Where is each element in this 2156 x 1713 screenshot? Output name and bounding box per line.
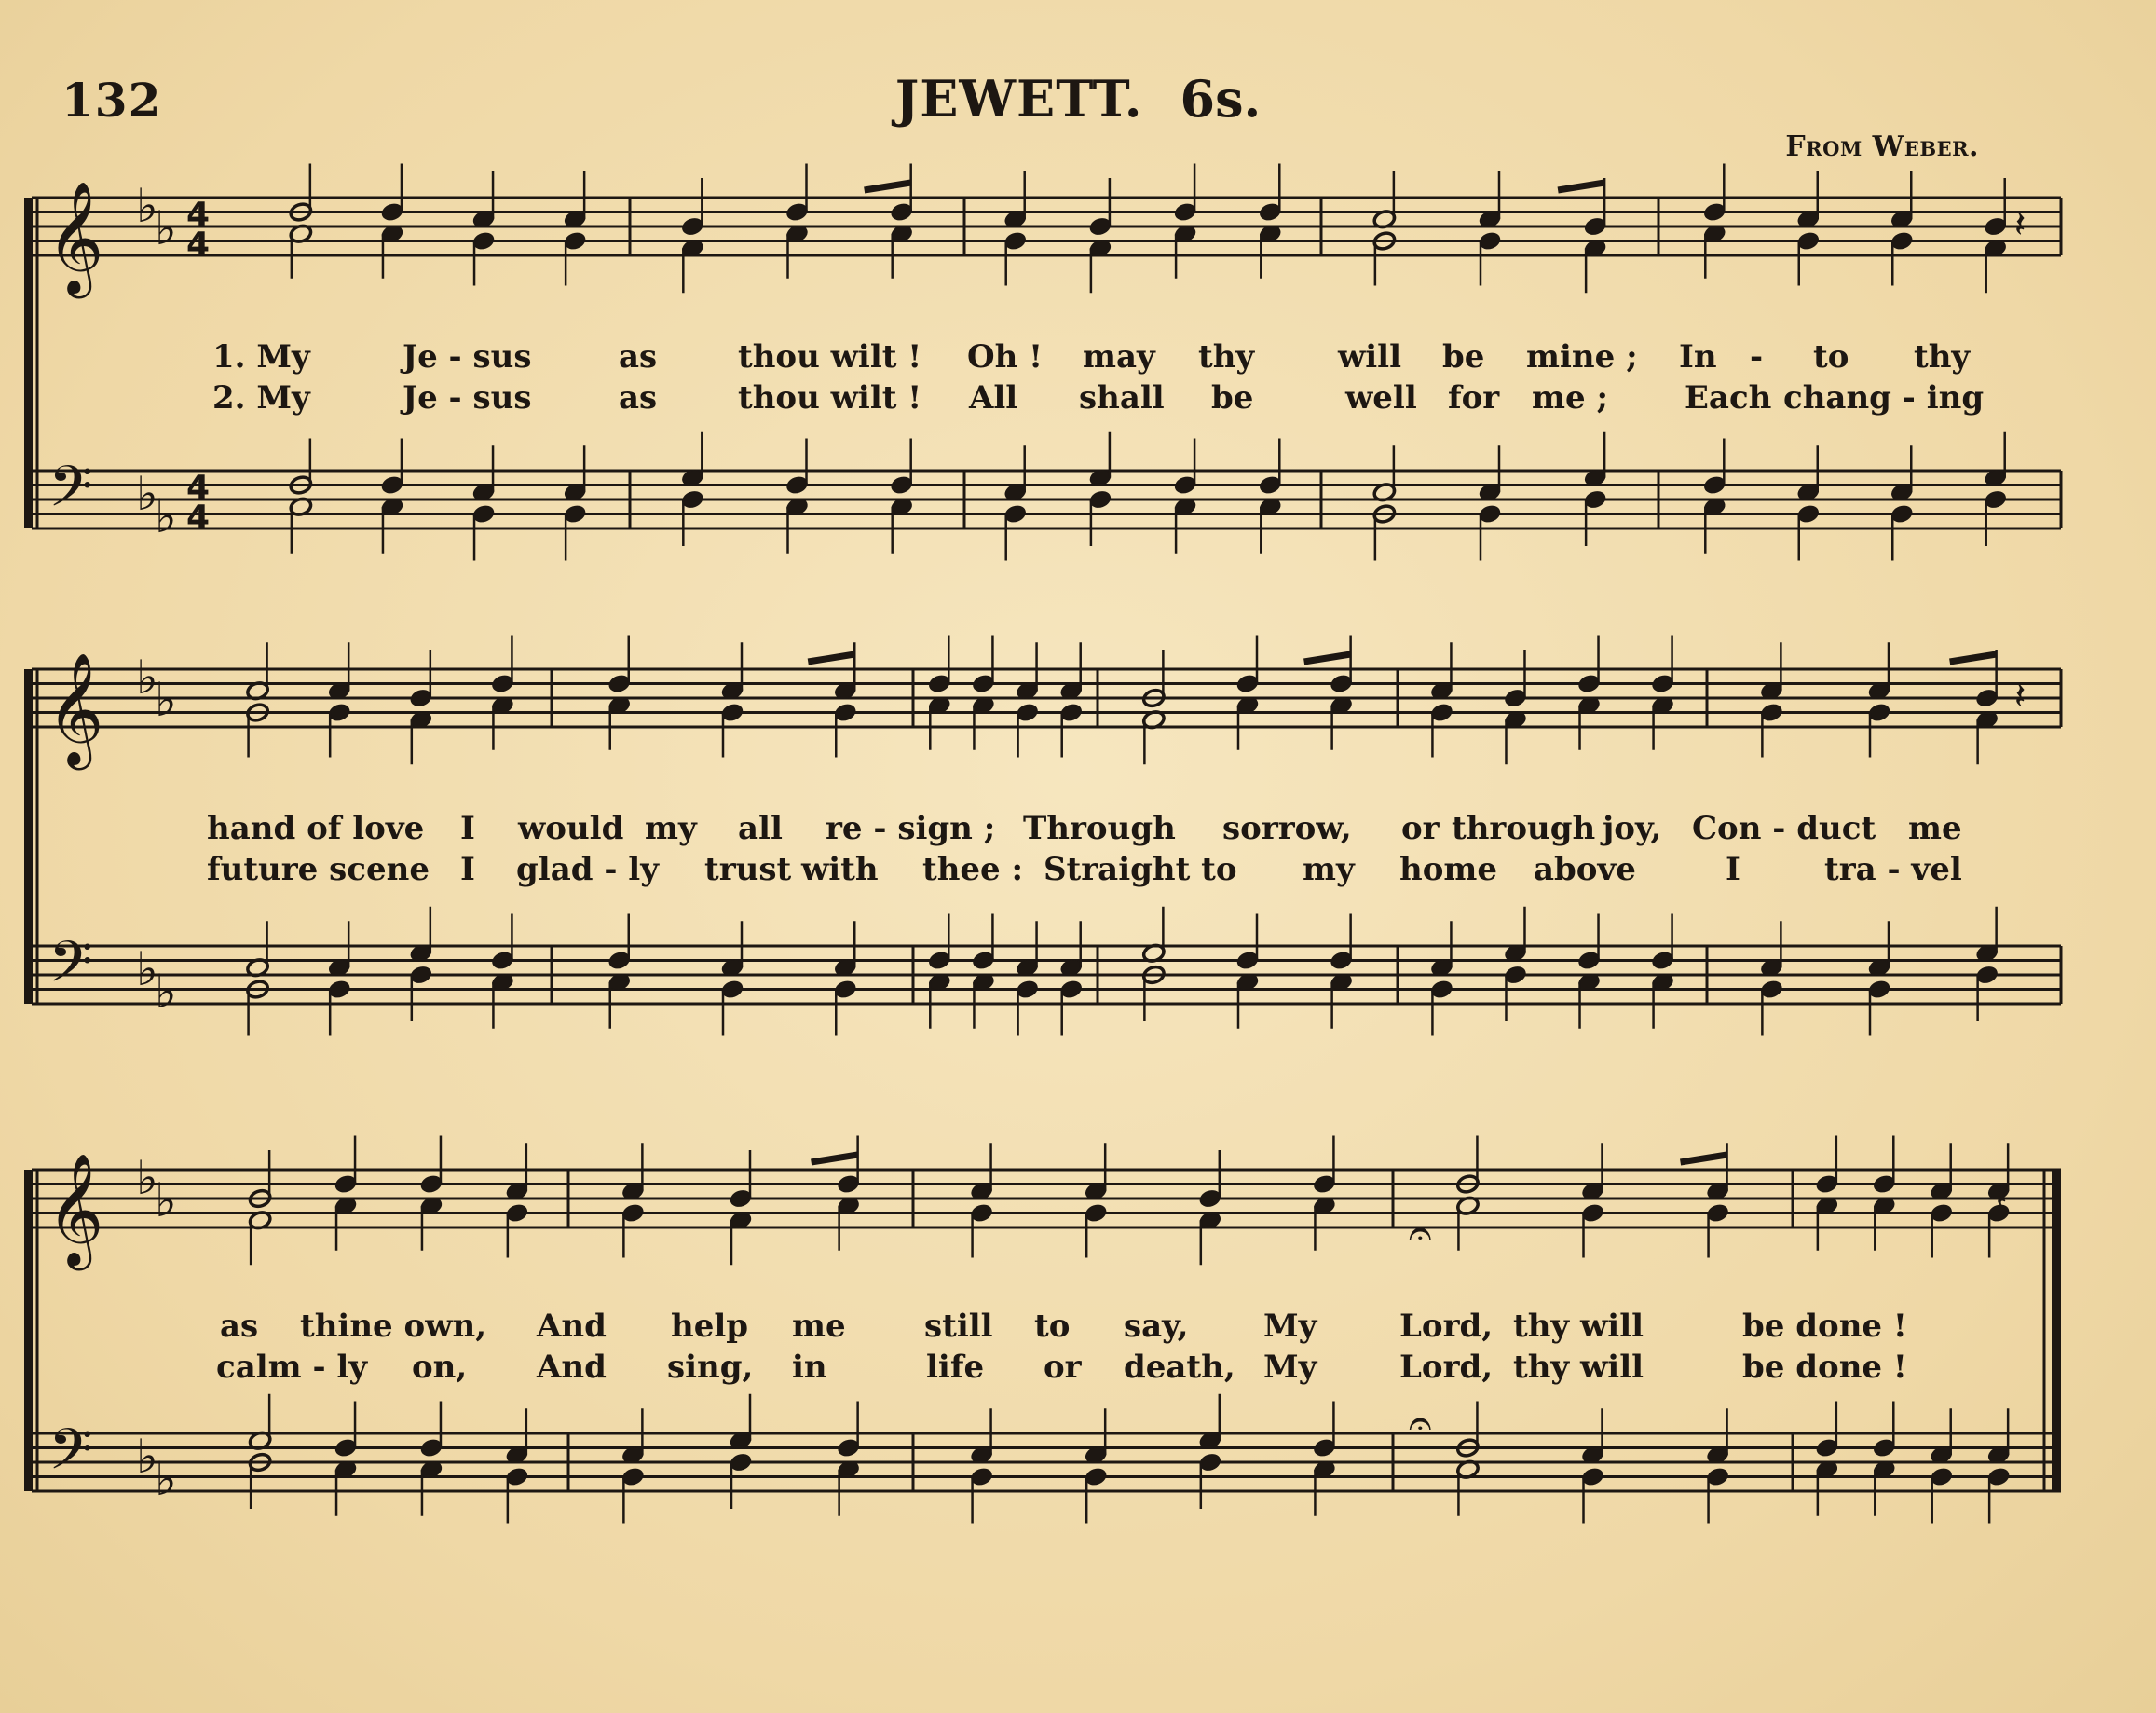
lyric-s2-v2-9: above [1534,851,1636,888]
lyric-s2-v1-11: Con - duct [1692,810,1876,847]
lyric-s1-v2-4: All [969,379,1018,417]
s1-treble-clef-icon: 𝄞 [47,180,104,294]
s3-treble-flat-b-icon: ♭ [136,1151,158,1205]
s3-bass-fermata-icon: 𝄐 [1409,1400,1432,1447]
lyric-s2-v1-7: sorrow, [1222,810,1352,847]
tune-name: JEWETT. [894,69,1143,129]
lyric-s2-v2-6: Straight to [1044,851,1237,888]
lyric-s3-v1-7: say, [1124,1308,1189,1345]
lyric-s2-v2-2: glad - ly [516,851,659,888]
lyric-s2-v1-12: me [1908,810,1962,847]
lyric-s1-v1-5: may [1083,338,1155,376]
s3-treble-beam [812,1155,858,1162]
lyric-s3-v2-7: death, [1124,1349,1235,1386]
s1-treble-flat-e-icon: ♭ [155,201,177,255]
s2-treble-flat-e-icon: ♭ [155,673,177,727]
lyric-s3-v2-11: be done ! [1742,1349,1907,1386]
s2-bass-flat-e-icon: ♭ [155,965,177,1019]
s2-quarter-rest-icon: 𝄽 [2014,675,2026,718]
lyric-s2-v1-10: joy, [1603,810,1662,847]
lyric-s2-v1-6: Through [1023,810,1176,847]
lyric-s1-v1-6: thy [1198,338,1255,376]
lyric-s2-v2-7: my [1303,851,1355,888]
s3-treble-beam [1681,1155,1727,1162]
s3-bass-clef-icon: 𝄢 [48,1417,93,1497]
lyric-s2-v2-0: future scene [207,851,430,888]
lyric-s3-v2-3: sing, [667,1349,754,1386]
s1-treble-beam [865,183,911,190]
lyric-s3-v2-8: My [1263,1349,1317,1386]
lyric-s1-v1-11: - [1750,338,1764,376]
lyric-s2-v2-8: home [1399,851,1498,888]
tune-meter: 6s. [1180,69,1262,129]
s1-system-bracket [24,198,33,528]
lyric-s1-v2-5: shall [1079,379,1165,417]
s1-treble-time-top: 4 [186,196,211,234]
s3-fermata-icon: 𝄐 [1409,1210,1432,1257]
lyric-s3-v1-1: thine own, [300,1308,487,1345]
s3-treble-flat-e-icon: ♭ [155,1173,177,1227]
s2-system-bracket [24,669,33,1004]
lyric-s3-v1-5: still [924,1308,993,1345]
lyric-s3-v2-10: thy will [1513,1349,1644,1386]
lyric-s3-v1-0: as [220,1308,259,1345]
lyric-s3-v2-4: in [792,1349,827,1386]
lyric-s2-v1-8: or [1401,810,1440,847]
s2-bass-flat-b-icon: ♭ [136,942,158,996]
lyric-s3-v1-8: My [1263,1308,1317,1345]
lyric-s2-v2-1: I [460,851,475,888]
lyric-s1-v1-9: mine ; [1526,338,1638,376]
lyric-s2-v1-2: would [518,810,624,847]
lyric-s2-v2-11: tra - vel [1824,851,1962,888]
lyric-s3-v1-11: be done ! [1742,1308,1907,1345]
s2-treble-beam [1950,654,1997,662]
lyric-s1-v1-8: be [1442,338,1485,376]
lyric-s1-v2-2: as [619,379,658,417]
lyric-s2-v1-3: my [645,810,697,847]
s1-bass-clef-icon: 𝄢 [48,454,93,534]
lyric-s3-v2-2: And [537,1349,607,1386]
s1-quarter-rest-icon: 𝄽 [2014,203,2026,246]
s2-treble-beam [1304,654,1351,662]
s1-bass-time-bottom: 4 [186,499,211,537]
lyric-s3-v1-3: help [671,1308,749,1345]
s1-treble-beam [1558,183,1604,190]
lyric-s1-v2-6: be [1211,379,1254,417]
lyric-s1-v1-2: as [619,338,658,376]
lyric-s3-v1-10: thy will [1513,1308,1644,1345]
lyric-s2-v2-3: trust [704,851,792,888]
lyric-s1-v2-8: for [1448,379,1500,417]
lyric-s1-v1-10: In [1679,338,1717,376]
s1-bass-time-top: 4 [186,469,211,507]
lyric-s3-v2-5: life [926,1349,985,1386]
s2-treble-clef-icon: 𝄞 [47,651,104,765]
lyric-s2-v2-4: with [801,851,879,888]
lyric-s1-v1-12: to [1813,338,1849,376]
lyric-s1-v2-1: Je - sus [403,379,532,417]
lyric-s2-v2-5: thee : [922,851,1024,888]
lyric-s3-v2-9: Lord, [1399,1349,1494,1386]
lyric-s1-v2-11: chang - ing [1783,379,1985,417]
lyric-s1-v1-4: Oh ! [967,338,1044,376]
lyric-s3-v1-6: to [1034,1308,1071,1345]
lyric-s1-v2-7: well [1345,379,1417,417]
lyric-s1-v2-0: 2. My [212,379,310,417]
s3-treble-clef-icon: 𝄞 [47,1152,104,1266]
s1-bass-flat-e-icon: ♭ [155,489,177,543]
lyric-s3-v2-1: on, [412,1349,468,1386]
lyric-s2-v2-10: I [1726,851,1740,888]
s1-treble-flat-b-icon: ♭ [136,179,158,233]
lyric-s3-v1-4: me [792,1308,846,1345]
lyric-s1-v1-7: will [1338,338,1402,376]
lyric-s1-v2-9: me ; [1532,379,1608,417]
lyric-s2-v1-9: through [1452,810,1596,847]
lyric-s3-v2-6: or [1044,1349,1082,1386]
s3-system-bracket [24,1170,33,1491]
lyric-s1-v1-3: thou wilt ! [738,338,922,376]
lyric-s1-v2-3: thou wilt ! [738,379,922,417]
composer-attribution: From Weber. [1785,130,1979,163]
lyric-s2-v1-4: all [738,810,783,847]
lyric-s2-v1-5: re - sign ; [826,810,996,847]
s1-treble-time-bottom: 4 [186,226,211,264]
lyric-s3-v1-2: And [537,1308,607,1345]
lyric-s1-v2-10: Each [1685,379,1772,417]
page-number: 132 [61,73,162,128]
lyric-s1-v1-0: 1. My [212,338,310,376]
lyric-s1-v1-13: thy [1914,338,1971,376]
s3-final-thick-barline [2052,1170,2061,1491]
s3-bass-flat-e-icon: ♭ [155,1452,177,1506]
lyric-s3-v1-9: Lord, [1399,1308,1494,1345]
lyric-s1-v1-1: Je - sus [403,338,532,376]
lyric-s3-v2-0: calm - ly [216,1349,368,1386]
s2-treble-beam [808,654,854,662]
s1-bass-flat-b-icon: ♭ [136,467,158,521]
s3-quarter-rest-icon: 𝄽 [1996,1175,2008,1218]
s2-treble-flat-b-icon: ♭ [136,651,158,705]
s3-bass-flat-b-icon: ♭ [136,1430,158,1484]
lyric-s2-v1-0: hand of love [207,810,425,847]
s2-bass-clef-icon: 𝄢 [48,929,93,1009]
lyric-s2-v1-1: I [460,810,475,847]
